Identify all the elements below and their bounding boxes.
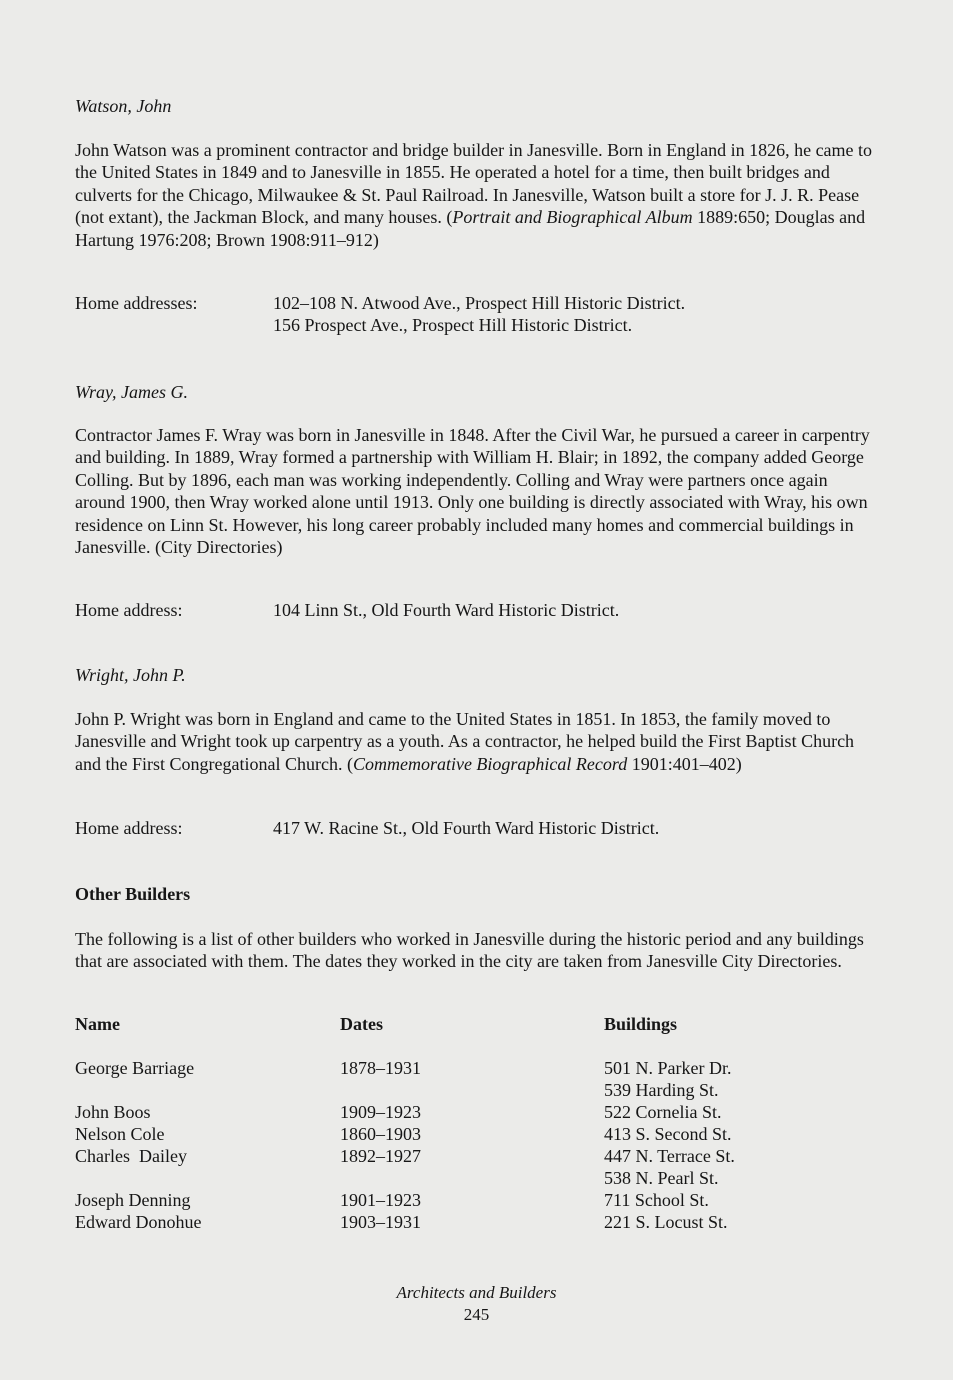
builder-building: 413 S. Second St.	[604, 1124, 732, 1144]
citation-title: Portrait and Biographical Album	[452, 207, 693, 228]
builder-name: Joseph Denning	[75, 1190, 191, 1210]
builder-building: 539 Harding St.	[604, 1080, 719, 1100]
citation-title: Commemorative Biographical Record	[352, 753, 628, 774]
address-label: Home address:	[75, 818, 183, 838]
builder-name: Edward Donohue	[75, 1212, 202, 1232]
address-line: 156 Prospect Ave., Prospect Hill Historic District.	[273, 315, 633, 335]
address-label: Home addresses:	[75, 293, 198, 313]
footer-title: Architects and Builders	[396, 1283, 557, 1302]
builder-building: 501 N. Parker Dr.	[604, 1058, 732, 1078]
entry-body: Contractor James F. Wray was born in Janesville in 1848. After the Civil War, he pursued a career in carpentry and building. In 1889, Wray formed a partnership with William H. Blair; in 1892, the company added George Colling. But by 1896, each man was working independently. Colling and Wray were partners once again around 1900, then Wray worked alone until 1913. Only one building is directly associated with Wray, his own residence on Linn St. However, his long career probably included many homes and commercial buildings in Janesville. (City Directories)	[75, 425, 870, 558]
address-label: Home address:	[75, 600, 183, 620]
column-header-dates: Dates	[340, 1014, 383, 1034]
column-header-buildings: Buildings	[604, 1014, 678, 1034]
address-line: 102–108 N. Atwood Ave., Prospect Hill Historic District.	[273, 293, 686, 313]
entry-heading: Wray, James G.	[75, 382, 188, 402]
builder-dates: 1878–1931	[340, 1058, 421, 1078]
builder-name: Charles Dailey	[75, 1146, 187, 1166]
section-heading: Other Builders	[75, 884, 191, 904]
entry-body: John Watson was a prominent contractor and bridge builder in Janesville. Born in England in 1826, he came to the United States in 1849 and to Janesville in 1855. He operated a hotel for a time, then built bridges and culverts for the Chicago, Milwaukee & St. Paul Railroad. In Janesville, Watson built a store for J. J. R. Pease (not extant), the Jackman Block, and many houses. (Portrait and Biographical Album 1889:650; Douglas and Hartung 1976:208; Brown 1908:911–912)	[75, 140, 873, 250]
builder-dates: 1901–1923	[340, 1190, 421, 1210]
builder-name: George Barriage	[75, 1058, 195, 1078]
builder-name: John Boos	[75, 1102, 151, 1122]
page-number: 245	[463, 1305, 490, 1324]
section-intro: The following is a list of other builders who worked in Janesville during the historic period and any buildings that are associated with them. The dates they worked in the city are taken from Janesville City Directories.	[75, 929, 864, 972]
address-line: 104 Linn St., Old Fourth Ward Historic District.	[273, 600, 620, 620]
builder-building: 538 N. Pearl St.	[604, 1168, 719, 1188]
builder-building: 522 Cornelia St.	[604, 1102, 722, 1122]
builder-building: 447 N. Terrace St.	[604, 1146, 735, 1166]
builder-dates: 1903–1931	[340, 1212, 421, 1232]
column-header-name: Name	[75, 1014, 120, 1034]
builder-dates: 1892–1927	[340, 1146, 421, 1166]
entry-heading: Watson, John	[75, 96, 172, 116]
builder-dates: 1860–1903	[340, 1124, 421, 1144]
entry-body: John P. Wright was born in England and came to the United States in 1851. In 1853, the family moved to Janesville and Wright took up carpentry as a youth. As a contractor, he helped build the First Baptist Church and the First Congregational Church. (Commemorative Biographical Record 1901:401–402)	[75, 709, 855, 774]
builder-name: Nelson Cole	[75, 1124, 165, 1144]
builder-building: 221 S. Locust St.	[604, 1212, 728, 1232]
address-line: 417 W. Racine St., Old Fourth Ward Historic District.	[273, 818, 660, 838]
builder-building: 711 School St.	[604, 1190, 709, 1210]
entry-heading: Wright, John P.	[75, 665, 186, 685]
builder-dates: 1909–1923	[340, 1102, 421, 1122]
